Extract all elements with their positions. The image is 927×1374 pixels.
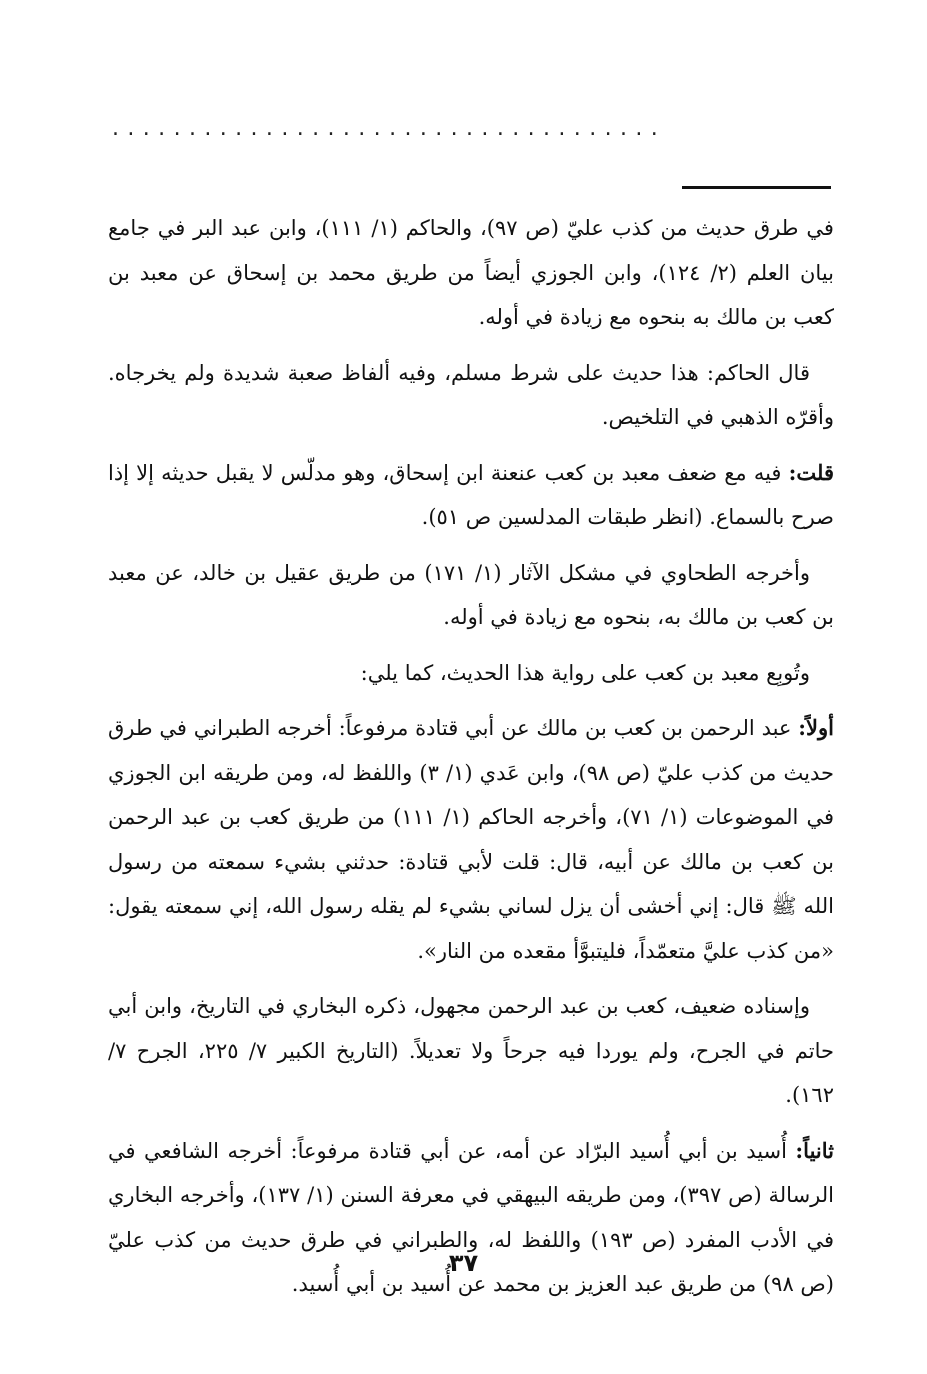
paragraph-text: وتُوبِع معبد بن كعب على رواية هذا الحديث، كما يلي: xyxy=(360,660,810,685)
paragraph-lead: أولاً: xyxy=(798,715,834,740)
paragraph xyxy=(108,651,834,696)
paragraph-text: أُسيد بن أبي أُسيد البرّاد عن أمه، عن أبي قتادة مرفوعاً: أخرجه الشافعي في الرسالة (ص ٣٩٧)، ومن طريقه البيهقي في معرفة السنن (١/ ١٣٧)، وأخرجه البخاري في الأدب المفرد (ص ١٩٣) واللفظ له، والطبراني في طرق حديث من كذب عليّ (ص ٩٨) من طريق عبد العزيز بن محمد عن أُسيد بن أبي أُسيد. xyxy=(108,1138,834,1296)
page-number: ٣٧ xyxy=(448,1249,479,1277)
paragraph-text: عبد الرحمن بن كعب بن مالك عن أبي قتادة مرفوعاً: أخرجه الطبراني في طرق حديث من كذب عليّ (ص ٩٨)، وابن عَدي (١/ ٣) واللفظ له، ومن طريقه ابن الجوزي في الموضوعات (١/ ٧١)، وأخرجه الحاكم (١/ ١١١) من طريق كعب بن عبد الرحمن بن كعب بن مالك عن أبيه، قال: قلت لأبي قتادة: حدثني بشيء سمعته من رسول الله ﷺ قال: إني أخشى أن يزل لساني بشيء لم يقله رسول الله، إني سمعته يقول: «من كذب عليَّ متعمّداً، فليتبوَّأ مقعده من النار». xyxy=(108,716,835,963)
paragraph xyxy=(108,451,834,540)
paragraph-text: وأخرجه الطحاوي في مشكل الآثار (١/ ١٧١) من طريق عقيل بن خالد، عن معبد بن كعب بن مالك به، بنحوه مع زيادة في أوله. xyxy=(108,560,834,629)
paragraph xyxy=(108,351,834,440)
paragraph-text: وإسناده ضعيف، كعب بن عبد الرحمن مجهول، ذكره البخاري في التاريخ، وابن أبي حاتم في الجرح، ولم يوردا فيه جرحاً ولا تعديلاً. (التاريخ الكبير ٧/ ٢٢٥، الجرح ٧/ ١٦٢). xyxy=(108,994,834,1107)
paragraph xyxy=(108,206,834,340)
paragraph-text: في طرق حديث من كذب عليّ (ص ٩٧)، والحاكم (١/ ١١١)، وابن عبد البر في جامع بيان العلم (٢/ ١٢٤)، وابن الجوزي أيضاً من طريق محمد بن إسحاق عن معبد بن كعب بن مالك به بنحوه مع زيادة في أوله. xyxy=(108,216,834,329)
paragraph xyxy=(108,1129,834,1307)
page-body xyxy=(108,206,834,1318)
dotted-separator: .................................... xyxy=(112,118,667,140)
paragraph-text: فيه مع ضعف معبد بن كعب عنعنة ابن إسحاق، وهو مدلّس لا يقبل حديثه إلا إذا صرح بالسماع. (انظر طبقات المدلسين ص ٥١). xyxy=(108,460,834,529)
paragraph-lead: ثانياً: xyxy=(795,1137,834,1163)
paragraph-text: قال الحاكم: هذا حديث على شرط مسلم، وفيه ألفاظ صعبة شديدة ولم يخرجاه. وأقرّه الذهبي في التلخيص. xyxy=(108,360,834,429)
paragraph xyxy=(108,551,834,640)
paragraph xyxy=(108,984,834,1118)
paragraph-lead: قلت: xyxy=(788,459,834,485)
paragraph xyxy=(108,706,834,973)
footnote-rule xyxy=(682,186,831,189)
